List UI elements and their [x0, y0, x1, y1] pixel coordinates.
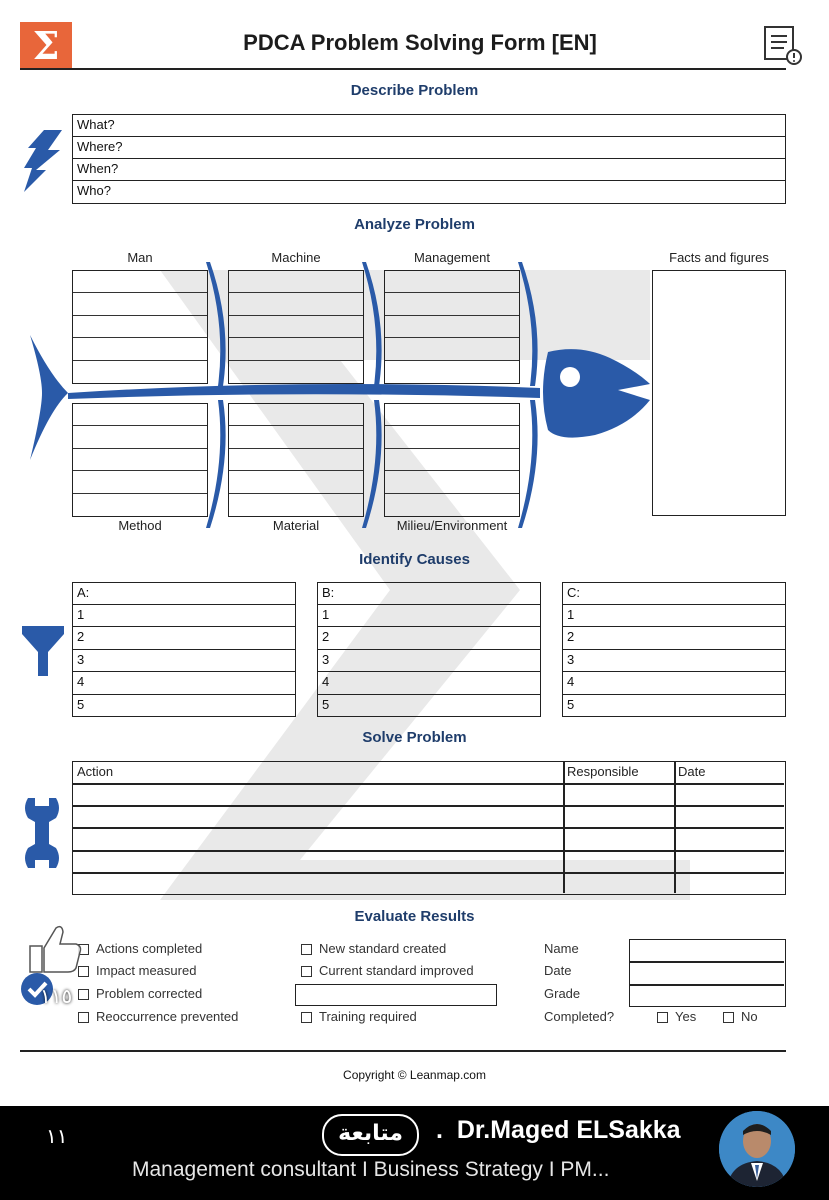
fish-head-icon: [543, 349, 650, 437]
fishbone-label-milieu: Milieu/Environment: [396, 518, 508, 533]
eval-reoccurrence-prevented[interactable]: Reoccurrence prevented: [78, 1009, 238, 1024]
comment-bubble-icon[interactable]: [28, 1060, 84, 1106]
eval-current-standard[interactable]: Current standard improved: [301, 963, 474, 978]
checkbox[interactable]: [78, 989, 89, 1000]
eval-impact-measured[interactable]: Impact measured: [78, 963, 196, 978]
causes-row[interactable]: 5: [72, 695, 296, 717]
causes-row[interactable]: 4: [72, 672, 296, 694]
describe-table: [72, 114, 786, 204]
causes-row[interactable]: 5: [562, 695, 786, 717]
like-thumb-icon[interactable]: [26, 920, 84, 976]
causes-table-a: [72, 582, 296, 717]
author-subtitle: Management consultant I Business Strategy I PM...: [132, 1158, 610, 1181]
causes-row[interactable]: 4: [562, 672, 786, 694]
fishbone-label-management: Management: [414, 250, 490, 265]
eval-new-standard[interactable]: New standard created: [301, 941, 446, 956]
eval-label-date: Date: [544, 963, 572, 978]
facts-figures-box[interactable]: [652, 270, 786, 516]
eval-label-name: Name: [544, 941, 579, 956]
causes-header-b[interactable]: B:: [317, 582, 541, 605]
causes-row[interactable]: 2: [72, 627, 296, 649]
describe-row-where[interactable]: Where?: [72, 137, 786, 159]
avatar-image: [719, 1111, 795, 1187]
checkbox[interactable]: [301, 1012, 312, 1023]
causes-row[interactable]: 5: [317, 695, 541, 717]
describe-row-what[interactable]: What?: [72, 114, 786, 137]
causes-row[interactable]: 3: [562, 650, 786, 672]
causes-row[interactable]: 2: [562, 627, 786, 649]
form-title: PDCA Problem Solving Form [EN]: [243, 30, 597, 55]
describe-row-who[interactable]: Who?: [72, 181, 786, 204]
fishbone-label-man: Man: [127, 250, 153, 265]
solve-header-responsible: Responsible: [567, 764, 639, 779]
document-info-icon[interactable]: [762, 25, 804, 67]
funnel-icon: [22, 626, 64, 678]
eval-label-grade: Grade: [544, 986, 581, 1001]
causes-table-b: [317, 582, 541, 717]
wrench-icon: [22, 796, 62, 870]
author-prefix: .: [436, 1116, 443, 1144]
comment-count: ١١: [46, 1124, 68, 1148]
eval-completed-no[interactable]: No: [723, 1009, 758, 1024]
author-name[interactable]: Dr.Maged ELSakka: [456, 1116, 681, 1144]
lightning-icon: [22, 128, 66, 194]
footer-divider: [20, 1050, 786, 1052]
section-describe: Describe Problem: [350, 82, 479, 99]
section-evaluate: Evaluate Results: [354, 908, 475, 925]
section-identify: Identify Causes: [359, 551, 470, 568]
follow-button[interactable]: متابعة: [322, 1114, 419, 1156]
section-solve: Solve Problem: [362, 729, 467, 746]
fishbone-label-method: Method: [118, 518, 162, 533]
title-divider: [20, 68, 786, 70]
checkbox[interactable]: [657, 1012, 668, 1023]
eval-label-completed: Completed?: [544, 1009, 615, 1024]
solve-header-date: Date: [678, 764, 706, 779]
leanmap-logo: Σ: [20, 22, 72, 68]
fishbone-diagram: [20, 260, 660, 532]
checkbox[interactable]: [723, 1012, 734, 1023]
checkbox[interactable]: [301, 966, 312, 977]
eval-actions-completed[interactable]: Actions completed: [78, 941, 202, 956]
fishbone-label-material: Material: [272, 518, 320, 533]
eval-training-required[interactable]: Training required: [301, 1009, 417, 1024]
eval-completed-yes[interactable]: Yes: [657, 1009, 696, 1024]
causes-table-c: [562, 582, 786, 717]
causes-row[interactable]: 1: [72, 605, 296, 627]
causes-row[interactable]: 4: [317, 672, 541, 694]
eval-signoff-table[interactable]: [629, 939, 786, 1007]
post-author-bar: [0, 1106, 829, 1200]
solve-table: [72, 761, 786, 895]
author-avatar[interactable]: [719, 1111, 795, 1187]
eval-text-field[interactable]: [295, 984, 497, 1006]
fishbone-label-machine: Machine: [271, 250, 321, 265]
author-name-row[interactable]: [436, 1116, 681, 1145]
solve-header-action: Action: [77, 764, 114, 779]
causes-row[interactable]: 3: [72, 650, 296, 672]
causes-header-c[interactable]: C:: [562, 582, 786, 605]
describe-row-when[interactable]: When?: [72, 159, 786, 181]
checkbox[interactable]: [301, 944, 312, 955]
checkbox[interactable]: [78, 1012, 89, 1023]
causes-row[interactable]: 1: [562, 605, 786, 627]
eval-problem-corrected[interactable]: Problem corrected: [78, 986, 202, 1001]
copyright-text: Copyright © Leanmap.com: [343, 1068, 486, 1082]
fish-tail-icon: [30, 335, 68, 460]
causes-header-a[interactable]: A:: [72, 582, 296, 605]
like-count: ١١٥: [40, 984, 73, 1008]
fishbone-label-facts: Facts and figures: [669, 250, 769, 265]
causes-row[interactable]: 3: [317, 650, 541, 672]
causes-row[interactable]: 1: [317, 605, 541, 627]
section-analyze: Analyze Problem: [354, 216, 475, 233]
causes-row[interactable]: 2: [317, 627, 541, 649]
